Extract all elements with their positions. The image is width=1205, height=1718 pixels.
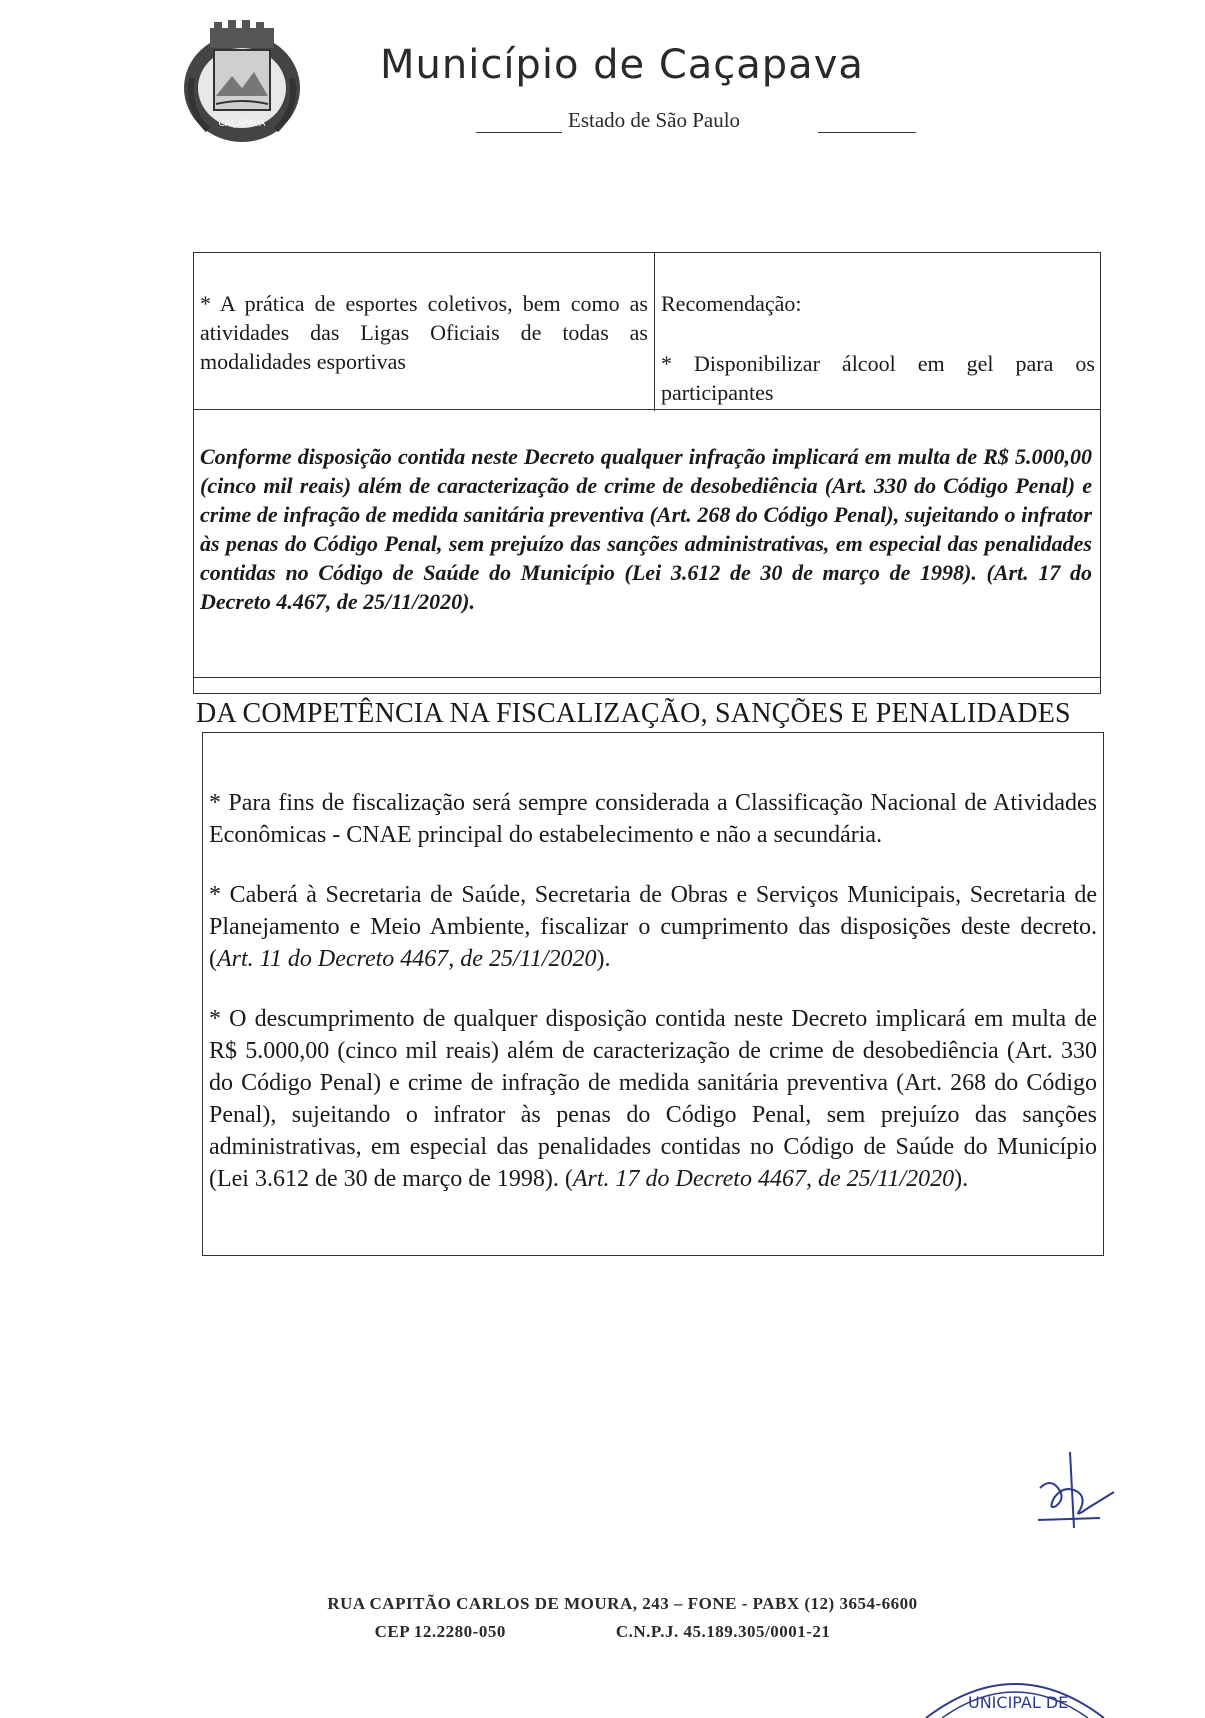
paragraph-cnae: * Para fins de fiscalização será sempre considerada a Classificação Nacional de Atividades Econômicas - CNAE principal do estabelecimento e não a secundária.	[209, 790, 1097, 848]
recommendation-heading: Recomendação:	[661, 291, 802, 316]
section-heading: DA COMPETÊNCIA NA FISCALIZAÇÃO, SANÇÕES E PENALIDADES	[196, 698, 1071, 729]
municipal-stamp-icon	[920, 1670, 1110, 1718]
footer-cep: CEP 12.2280-050	[374, 1622, 506, 1641]
footer-address: RUA CAPITÃO CARLOS DE MOURA, 243 – FONE - PABX (12) 3654-6600	[327, 1594, 918, 1613]
penalty-box-footer	[193, 678, 1101, 694]
crest-text: CAÇAPAVA	[218, 119, 266, 129]
recommendation-cell: * Disponibilizar álcool em gel para os participantes	[661, 351, 1095, 405]
decree-reference: Art. 11 do Decreto 4467, de 25/11/2020	[217, 946, 597, 972]
footer-ids	[0, 1622, 1205, 1642]
activity-table	[193, 252, 1101, 410]
paragraph-secretarias-end: ).	[596, 946, 611, 972]
municipal-crest-icon	[178, 18, 306, 148]
paragraph-penalty-end: ).	[954, 1166, 969, 1192]
decree-reference: Art. 17 do Decreto 4467, de 25/11/2020	[572, 1166, 955, 1192]
state-text: Estado de São Paulo	[568, 108, 741, 132]
signature-icon	[1030, 1448, 1120, 1534]
penalty-box	[193, 410, 1101, 678]
state-subtitle	[476, 108, 916, 134]
competence-box	[202, 732, 1104, 1256]
footer-cnpj: C.N.P.J. 45.189.305/0001-21	[615, 1622, 831, 1641]
activity-cell: * A prática de esportes coletivos, bem como as atividades das Ligas Oficiais de todas as modalidades esportivas	[200, 291, 648, 374]
paragraph-secretarias	[209, 879, 1097, 975]
penalty-notice: Conforme disposição contida neste Decreto qualquer infração implicará em multa de R$ 5.000,00 (cinco mil reais) além de caracterização de crime de desobediência (Art. 330 do Código Penal) e crime de infração de medida sanitária preventiva (Art. 268 do Código Penal), sujeitando o infrator às penas do Código Penal, sem prejuízo das sanções administrativas, em especial das penalidades contidas no Código de Saúde do Município (Lei 3.612 de 30 de março de 1998). (Art. 17 do Decreto 4.467, de 25/11/2020).	[200, 444, 1092, 614]
municipality-title: Município de Caçapava	[380, 42, 864, 88]
stamp-text: UNICIPAL DE	[968, 1693, 1069, 1712]
paragraph-penalty-text: * O descumprimento de qualquer disposição contida neste Decreto implicará em multa de R$ 5.000,00 (cinco mil reais) além de caracterização de crime de desobediência (Art. 330 do Código Penal) e crime de infração de medida sanitária preventiva (Art. 268 do Código Penal), sujeitando o infrator às penas do Código Penal, sem prejuízo das sanções administrativas, em especial das penalidades contidas no Código de Saúde do Município (Lei 3.612 de 30 de março de 1998). (	[209, 1006, 1097, 1192]
paragraph-penalty	[209, 1003, 1097, 1195]
paragraph-secretarias-text: * Caberá à Secretaria de Saúde, Secretaria de Obras e Serviços Municipais, Secretaria de Planejamento e Meio Ambiente, fiscalizar o cumprimento das disposições deste decreto. (	[209, 882, 1097, 972]
